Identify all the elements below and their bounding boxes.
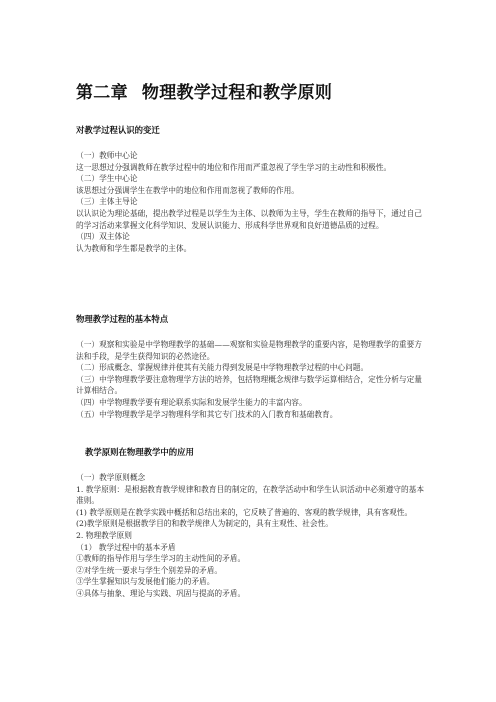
section-process-characteristics bbox=[76, 314, 428, 420]
paragraph-line: （一）观察和实验是中学物理教学的基础——观察和实验是物理教学的重要内容，是物理教学的重要方法和手段，是学生获得知识的必然途径。 bbox=[76, 340, 422, 361]
paragraph-line: （三）中学物理教学要注意物理学方法的培养，包括物理概念规律与数学运算相结合，定性分析与定量计算相结合。 bbox=[76, 374, 422, 396]
chapter-name: 物理教学过程和教学原则 bbox=[141, 83, 333, 103]
paragraph-line: （三）主体主导论 bbox=[76, 197, 138, 207]
paragraph-line: 1. 教学原则：是根据教育教学规律和教育目的制定的，在教学活动中和学生认识活动中必须遵守的基本准则。 bbox=[76, 484, 425, 506]
chapter-title bbox=[76, 78, 332, 103]
paragraph-line: 这一思想过分强调教师在教学过程中的地位和作用而严重忽视了学生学习的主动性和积极性。 bbox=[76, 162, 392, 172]
paragraph-line: （一）教师中心论 bbox=[76, 151, 138, 160]
chapter-number: 第二章 bbox=[76, 83, 128, 103]
section-teaching-process-views bbox=[76, 125, 428, 254]
paragraph-line: 认为教师和学生都是教学的主体。 bbox=[76, 243, 192, 253]
section-heading: 教学原则在物理教学中的应用 bbox=[85, 447, 194, 457]
paragraph-line: (2)教学原则是根据教学目的和教学规律人为制定的，具有主观性、社会性。 bbox=[76, 519, 333, 529]
paragraph-line: ③学生掌握知识与发展他们能力的矛盾。 bbox=[76, 577, 215, 587]
paragraph-line: （一）教学原则概念 bbox=[76, 473, 146, 482]
paragraph-line: (1) 教学原则是在教学实践中概括和总结出来的，它反映了普遍的、客观的教学规律，具有客观性。 bbox=[76, 507, 413, 517]
paragraph-line: （四）双主体论 bbox=[76, 232, 130, 242]
paragraph-line: ①教师的指导作用与学生学习的主动性间的矛盾。 bbox=[76, 554, 246, 564]
paragraph-line: （四）中学物理教学要有理论联系实际和发展学生能力的丰富内容。 bbox=[76, 397, 307, 407]
paragraph-line: （五）中学物理教学是学习物理科学和其它专门技术的入门教育和基础教育。 bbox=[76, 409, 338, 419]
section-teaching-principles bbox=[76, 447, 428, 600]
paragraph-line: 该思想过分强调学生在教学中的地位和作用而忽视了教师的作用。 bbox=[76, 185, 299, 195]
section-heading: 对教学过程认识的变迁 bbox=[76, 125, 160, 135]
paragraph-line: （二）形成概念、掌握规律并使其有关能力得到发展是中学物理教学过程的中心问题。 bbox=[76, 363, 369, 373]
paragraph-line: ②对学生统一要求与学生个别差异的矛盾。 bbox=[76, 565, 223, 575]
paragraph-line: 以认识论为理论基础，提出教学过程是以学生为主体、以教师为主导，学生在教师的指导下，通过自己的学习活动来掌握文化科学知识、发展认识能力、形成科学世界观和良好道德品质的过程。 bbox=[76, 208, 422, 230]
paragraph-line: （1） 教学过程中的基本矛盾 bbox=[76, 542, 176, 552]
paragraph-line: （二）学生中心论 bbox=[76, 174, 138, 184]
paragraph-line: ④具体与抽象、理论与实践、巩固与提高的矛盾。 bbox=[76, 588, 246, 598]
paragraph-line: 2. 物理教学原则 bbox=[76, 530, 132, 540]
section-heading: 物理教学过程的基本特点 bbox=[76, 314, 169, 324]
